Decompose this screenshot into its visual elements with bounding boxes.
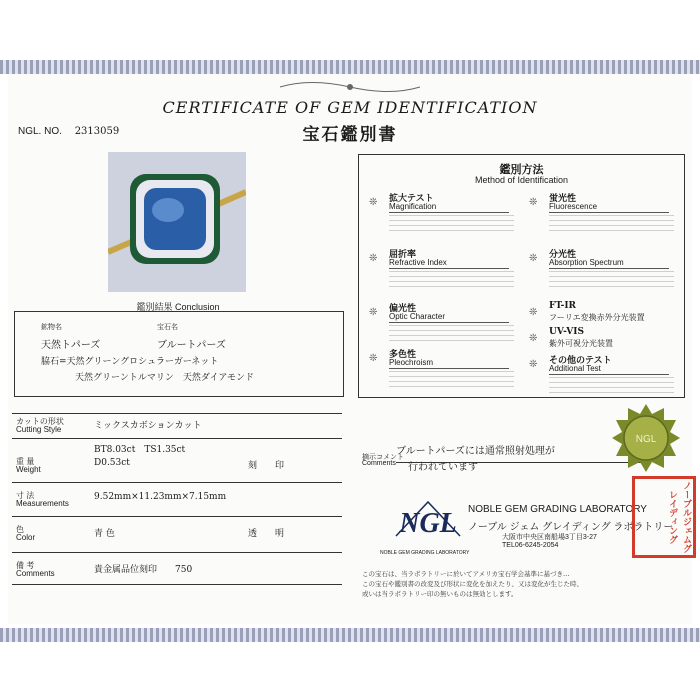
measurements-value: 9.52mm×11.23mm×7.15mm bbox=[94, 492, 227, 502]
checkbox-icon: ❊ bbox=[529, 253, 538, 264]
ornament-icon bbox=[270, 78, 430, 96]
side-stones-1: 脇石=天然グリーングロシュラーガーネット bbox=[41, 357, 219, 367]
color-label-jp: 色 bbox=[16, 525, 24, 534]
lab-name-en: NOBLE GEM GRADING LABORATORY bbox=[468, 504, 647, 515]
footnote-3: 或いは当ラボラトリー印の無いものは無効とします。 bbox=[362, 590, 518, 598]
checkbox-icon: ❊ bbox=[529, 307, 538, 318]
footnote-1: この宝石は、当ラボラトリーに於いてアメリカ宝石学会基準に基づき… bbox=[362, 570, 570, 578]
remarks-label-jp: 備 考 bbox=[16, 561, 35, 570]
gold-seal-icon bbox=[612, 404, 680, 472]
method-label-en: Fluorescence bbox=[549, 202, 598, 211]
checkbox-icon: ❊ bbox=[369, 307, 378, 318]
color-label-en: Color bbox=[16, 533, 36, 542]
checkbox-icon: ❊ bbox=[369, 353, 378, 364]
remarks-value: 貴金属品位刻印 750 bbox=[94, 565, 193, 575]
logo-text: NGL bbox=[399, 508, 457, 539]
divider bbox=[12, 552, 342, 553]
checkbox-icon: ❊ bbox=[369, 197, 378, 208]
method-label: UV-VIS bbox=[549, 327, 584, 337]
weight-label-en: Weight bbox=[16, 465, 41, 474]
cut-label-en: Cutting Style bbox=[16, 425, 62, 434]
method-label: 屈折率 bbox=[389, 250, 417, 260]
divider bbox=[12, 482, 342, 483]
method-label-en: Absorption Spectrum bbox=[549, 258, 624, 267]
method-label-en: フーリエ変換赤外分光装置 bbox=[549, 313, 645, 322]
gem-name: ブルートパーズ bbox=[157, 340, 226, 351]
mineral-name: 天然トパーズ bbox=[41, 340, 101, 351]
method-label-en: Refractive Index bbox=[389, 258, 447, 267]
logo-caption: NOBLE GEM GRADING LABORATORY bbox=[380, 550, 470, 556]
weight-line-1: BT8.03ct TS1.35ct bbox=[94, 445, 186, 455]
checkbox-icon: ❊ bbox=[529, 333, 538, 344]
ngl-logo-icon bbox=[388, 492, 468, 550]
lab-name-jp: ノーブル ジェム グレイディング ラボラトリー bbox=[468, 522, 674, 533]
comments-label-en: Comments bbox=[362, 460, 396, 467]
transparency-label: 透 明 bbox=[248, 529, 285, 539]
method-heading-jp: 鑑別方法 bbox=[499, 163, 544, 176]
lab-tel: TEL06-6245-2054 bbox=[502, 542, 559, 549]
fine-print bbox=[549, 215, 674, 231]
color-value: 青 色 bbox=[94, 529, 115, 539]
certificate bbox=[8, 74, 692, 624]
remarks-label-en: Comments bbox=[16, 569, 55, 578]
conclusion-box bbox=[14, 311, 344, 397]
method-label: FT-IR bbox=[549, 301, 577, 311]
comments-label-jp: 摘示コメント bbox=[362, 454, 404, 461]
checkbox-icon: ❊ bbox=[529, 197, 538, 208]
divider bbox=[549, 212, 669, 213]
divider bbox=[12, 584, 342, 585]
method-box bbox=[358, 154, 685, 398]
weight-label-jp: 重 量 bbox=[16, 457, 35, 466]
certificate-subtitle: 宝石鑑別書 bbox=[302, 125, 398, 145]
measurements-label-en: Measurements bbox=[16, 499, 69, 508]
certificate-title: CERTIFICATE OF GEM IDENTIFICATION bbox=[162, 98, 538, 117]
footnote-2: この宝石や鑑別書の改変及び形状に変化を加えたり、又は変化が生じた時、 bbox=[362, 580, 583, 588]
cut-label-jp: カットの形状 bbox=[16, 417, 64, 426]
method-label-en: 紫外可視分光装置 bbox=[549, 339, 613, 348]
checkbox-icon: ❊ bbox=[369, 253, 378, 264]
divider bbox=[389, 212, 509, 213]
divider bbox=[12, 438, 342, 439]
measurements-label-jp: 寸 法 bbox=[16, 491, 35, 500]
top-border bbox=[0, 60, 700, 74]
checkbox-icon: ❊ bbox=[529, 359, 538, 370]
divider bbox=[389, 322, 509, 323]
red-stamp: ノーブルジェムグレイディング bbox=[632, 476, 696, 558]
fine-print bbox=[389, 215, 514, 231]
method-label: 分光性 bbox=[549, 250, 577, 260]
comments-line-1: ブルートパーズには通常照射処理が bbox=[396, 446, 555, 457]
divider bbox=[549, 268, 669, 269]
divider bbox=[396, 462, 646, 463]
divider bbox=[389, 268, 509, 269]
divider bbox=[389, 368, 509, 369]
divider bbox=[12, 413, 342, 414]
cut-value: ミックスカボションカット bbox=[94, 421, 202, 431]
side-stones-2: 天然グリーントルマリン 天然ダイアモンド bbox=[75, 373, 255, 383]
method-label: 蛍光性 bbox=[549, 194, 577, 204]
conclusion-heading: 鑑別結果 Conclusion bbox=[136, 302, 220, 312]
method-label: 偏光性 bbox=[389, 304, 417, 314]
method-label: 拡大テスト bbox=[389, 194, 434, 204]
method-label-en: Pleochroism bbox=[389, 358, 434, 367]
method-label: 多色性 bbox=[389, 350, 417, 360]
fine-print bbox=[389, 325, 514, 341]
lab-address: 大阪市中央区南船場3丁目3-27 bbox=[502, 534, 597, 541]
ngl-number bbox=[18, 126, 119, 137]
fine-print bbox=[549, 377, 674, 393]
ring-photo-icon bbox=[108, 152, 246, 292]
method-label-en: Additional Test bbox=[549, 364, 601, 373]
weight-line-2: D0.53ct bbox=[94, 458, 130, 468]
ngl-value: 2313059 bbox=[74, 126, 120, 137]
gem-photo bbox=[108, 152, 246, 292]
fine-print bbox=[389, 371, 514, 387]
bottom-border bbox=[0, 628, 700, 642]
method-label-en: Magnification bbox=[389, 202, 437, 211]
method-label-en: Optic Character bbox=[389, 312, 446, 321]
engraving-label: 刻 印 bbox=[248, 461, 285, 471]
ngl-label: NGL. NO. bbox=[18, 126, 62, 137]
divider bbox=[12, 516, 342, 517]
comments-line-2: 行われています bbox=[408, 462, 478, 473]
fine-print bbox=[549, 271, 674, 287]
method-label: その他のテスト bbox=[549, 356, 612, 366]
fine-print bbox=[389, 271, 514, 287]
gem-label: 宝石名 bbox=[157, 323, 178, 331]
method-heading-en: Method of Identification bbox=[474, 175, 569, 185]
mineral-label: 鉱物名 bbox=[41, 323, 62, 331]
divider bbox=[549, 374, 669, 375]
seal-text: NGL bbox=[635, 434, 657, 445]
